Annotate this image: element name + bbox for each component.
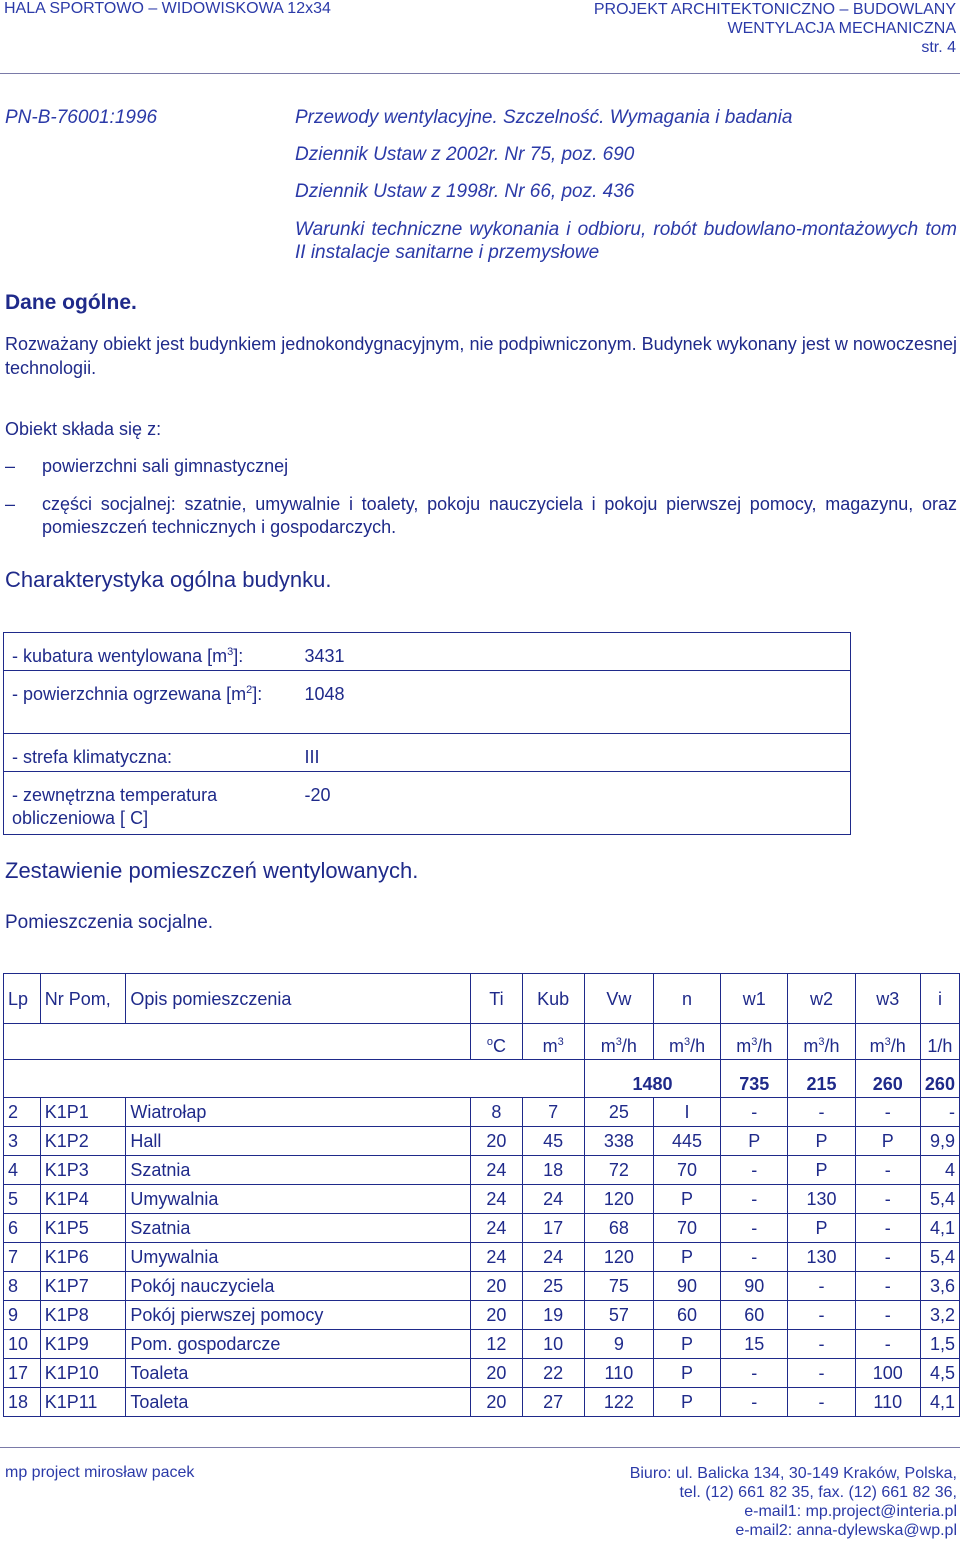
table-cell: - [855,1301,920,1330]
table-cell: 20 [471,1388,522,1417]
table-cell: Umywalnia [126,1185,471,1214]
section-heading-general: Dane ogólne. [5,291,137,314]
table-cell: 15 [721,1330,788,1359]
table-cell: 3431 [297,633,851,671]
table-cell: P [721,1127,788,1156]
table-cell: - zewnętrzna temperatura obliczeniowa [ C] [4,772,297,835]
header-cell: Opis pomieszczenia [126,974,471,1024]
sums-cell: 1480 [584,1060,720,1098]
table-cell: P [653,1330,720,1359]
table-cell: 12 [471,1330,522,1359]
table-cell: 68 [584,1214,653,1243]
table-cell: 338 [584,1127,653,1156]
sums-cell: 215 [788,1060,855,1098]
table-cell: - [721,1185,788,1214]
table-cell: - strefa klimatyczna: [4,734,297,772]
table-cell: - [788,1388,855,1417]
page-header [0,0,960,74]
units-cell: $m^3$ [522,1024,584,1060]
table-cell: 72 [584,1156,653,1185]
table-cell: 4,1 [920,1214,959,1243]
table-cell: 3 [4,1127,41,1156]
footer-address-line: Biuro: ul. Balicka 134, 30-149 Kraków, Polska, [629,1465,957,1482]
table-cell: 57 [584,1301,653,1330]
table-cell: 4,5 [920,1359,959,1388]
table-cell: K1P5 [40,1214,126,1243]
units-cell: $^o$C [471,1024,522,1060]
table-cell: 110 [855,1388,920,1417]
table-cell: K1P10 [40,1359,126,1388]
table-cell: 19 [522,1301,584,1330]
table-cell: -20 [297,772,851,835]
header-cell: i [920,974,959,1024]
section-subheading-social: Pomieszczenia socjalne. [5,912,214,933]
table-cell: - [788,1272,855,1301]
header-project-type: PROJEKT ARCHITEKTONICZNO – BUDOWLANY [593,1,956,18]
table-cell: - [855,1272,920,1301]
table-cell: - [788,1359,855,1388]
table-cell: - [788,1301,855,1330]
table-row [4,633,851,671]
table-cell: 24 [522,1185,584,1214]
table-row [4,1127,960,1156]
units-cell: $m^3/h$ [584,1024,653,1060]
list-item-text: części socjalnej: szatnie, umywalnie i toalety, pokoju nauczyciela i pokoju pierwszej pomocy, magazynu, oraz pomieszczeń technicznych i gospodarczych. [42,494,957,537]
units-cell: $m^3/h$ [788,1024,855,1060]
table-cell: - [721,1359,788,1388]
header-cell: Lp [4,974,41,1024]
table-cell: K1P3 [40,1156,126,1185]
table-cell: 110 [584,1359,653,1388]
table-cell: 90 [653,1272,720,1301]
table-cell: Umywalnia [126,1243,471,1272]
units-cell: $m^3/h$ [653,1024,720,1060]
table-row [4,1359,960,1388]
table-cell: 8 [471,1098,522,1127]
table-cell: K1P7 [40,1272,126,1301]
table-cell: 130 [788,1243,855,1272]
table-cell: K1P11 [40,1388,126,1417]
table-cell: K1P8 [40,1301,126,1330]
footer-email: e-mail1: mp.project@interia.pl [744,1503,957,1520]
table-cell: 60 [653,1301,720,1330]
norm-standard: PN-B-76001:1996 [5,107,158,128]
footer-address [630,1464,957,1540]
table-cell: 9,9 [920,1127,959,1156]
footer-email: e-mail2: anna-dylewska@wp.pl [735,1522,957,1539]
table-cell: 9 [4,1301,41,1330]
table-cell: III [297,734,851,772]
table-cell: 17 [522,1214,584,1243]
norm-line: Przewody wentylacyjne. Szczelność. Wymagania i badania [295,107,793,128]
header-cell: Ti [471,974,522,1024]
table-row [4,1156,960,1185]
sums-cell: 735 [721,1060,788,1098]
table-cell: - [721,1243,788,1272]
table-cell: 45 [522,1127,584,1156]
table-cell: - kubatura wentylowana $[m^3]$: [4,633,297,671]
header-cell: w3 [855,974,920,1024]
table-cell: 24 [471,1185,522,1214]
table-cell: 5,4 [920,1243,959,1272]
table-cell: K1P6 [40,1243,126,1272]
table-cell: - [920,1098,959,1127]
table-cell: 75 [584,1272,653,1301]
sums-cell [4,1060,585,1098]
table-cell: 122 [584,1388,653,1417]
table-cell: 5 [4,1185,41,1214]
table-cell: 4 [4,1156,41,1185]
units-cell: $m^3/h$ [721,1024,788,1060]
sums-cell: 260 [920,1060,959,1098]
table-cell: 20 [471,1127,522,1156]
table-cell: P [653,1185,720,1214]
general-paragraph: Rozważany obiekt jest budynkiem jednokondygnacyjnym, nie podpiwniczonym. Budynek wykonany jest w nowoczesnej technologii. [5,334,957,378]
table-row [4,772,851,835]
table-units-row [4,1024,960,1060]
table-cell: - [855,1185,920,1214]
table-cell: 1,5 [920,1330,959,1359]
table-row [4,1098,960,1127]
table-cell: - [721,1098,788,1127]
norm-line: Warunki techniczne wykonania i odbioru, robót budowlano-montażowych tom II instalacje sanitarne i przemysłowe [295,219,957,263]
table-cell: I [653,1098,720,1127]
table-cell: 70 [653,1214,720,1243]
table-cell: Toaleta [126,1359,471,1388]
table-cell: 22 [522,1359,584,1388]
table-cell: 24 [522,1243,584,1272]
table-cell: 25 [584,1098,653,1127]
list-item-text: powierzchni sali gimnastycznej [42,456,289,476]
bullet-dash: – [5,456,16,476]
table-cell: - powierzchnia ogrzewana $[m^2]$: [4,671,297,734]
table-cell: P [855,1127,920,1156]
table-cell: 20 [471,1272,522,1301]
table-cell: - [855,1156,920,1185]
table-cell: 3,6 [920,1272,959,1301]
page-footer [0,1447,960,1548]
table-cell: Szatnia [126,1214,471,1243]
table-cell: 7 [522,1098,584,1127]
table-row [4,1330,960,1359]
table-cell: K1P9 [40,1330,126,1359]
units-cell: $m^3/h$ [855,1024,920,1060]
table-cell: 18 [522,1156,584,1185]
sums-cell: 260 [855,1060,920,1098]
table-cell: 20 [471,1359,522,1388]
table-cell: 3,2 [920,1301,959,1330]
table-row [4,1301,960,1330]
table-cell: - [788,1098,855,1127]
table-cell: 17 [4,1359,41,1388]
header-cell: Vw [584,974,653,1024]
table-cell: Hall [126,1127,471,1156]
table-row [4,1272,960,1301]
table-cell: - [855,1098,920,1127]
table-cell: Toaleta [126,1388,471,1417]
table-cell: Pokój nauczyciela [126,1272,471,1301]
table-cell: - [721,1214,788,1243]
rooms-table [3,973,960,1417]
header-cell: w2 [788,974,855,1024]
table-cell: P [653,1388,720,1417]
norm-line: Dziennik Ustaw z 1998r. Nr 66, poz. 436 [295,181,635,202]
consists-label: Obiekt składa się z: [5,419,162,439]
header-right [594,0,956,57]
header-cell: Nr Pom, [40,974,126,1024]
table-cell: K1P1 [40,1098,126,1127]
header-cell: w1 [721,974,788,1024]
table-row [4,671,851,734]
table-cell: 120 [584,1185,653,1214]
table-cell: 1048 [297,671,851,734]
table-cell: K1P4 [40,1185,126,1214]
table-cell: 60 [721,1301,788,1330]
table-cell: 120 [584,1243,653,1272]
table-cell: 9 [584,1330,653,1359]
units-cell: 1/h [920,1024,959,1060]
table-cell: P [788,1214,855,1243]
table-cell: 8 [4,1272,41,1301]
list-item [5,493,957,543]
table-row [4,1214,960,1243]
table-cell: 10 [522,1330,584,1359]
table-sums-row [4,1060,960,1098]
table-row [4,1243,960,1272]
table-cell: 24 [471,1214,522,1243]
rooms-table-body [4,1098,960,1417]
table-cell: 90 [721,1272,788,1301]
table-cell: 27 [522,1388,584,1417]
section-heading-characteristics: Charakterystyka ogólna budynku. [5,567,332,592]
table-cell: K1P2 [40,1127,126,1156]
table-cell: - [721,1388,788,1417]
header-cell: Kub [522,974,584,1024]
table-cell: 24 [471,1243,522,1272]
table-cell: 7 [4,1243,41,1272]
table-cell: 2 [4,1098,41,1127]
table-cell: 20 [471,1301,522,1330]
table-cell: Pom. gospodarcze [126,1330,471,1359]
table-cell: 4,1 [920,1388,959,1417]
table-cell: 25 [522,1272,584,1301]
table-header-row [4,974,960,1024]
bullet-dash: – [5,494,16,514]
characteristics-table [3,632,851,835]
header-project-name: HALA SPORTOWO – WIDOWISKOWA 12x34 [4,0,331,17]
page-number: str. 4 [921,39,956,56]
header-discipline: WENTYLACJA MECHANICZNA [727,20,956,37]
table-cell: - [855,1214,920,1243]
table-cell: - [788,1330,855,1359]
table-cell: Wiatrołap [126,1098,471,1127]
table-cell: 10 [4,1330,41,1359]
table-cell: P [653,1359,720,1388]
table-cell: 18 [4,1388,41,1417]
table-cell: 130 [788,1185,855,1214]
table-cell: 5,4 [920,1185,959,1214]
table-cell: - [855,1243,920,1272]
table-cell: 100 [855,1359,920,1388]
table-row [4,1185,960,1214]
table-cell: Szatnia [126,1156,471,1185]
footer-company: mp project mirosław pacek [5,1464,195,1481]
table-cell: - [721,1156,788,1185]
table-cell: 24 [471,1156,522,1185]
norm-references [295,107,957,263]
table-cell: 445 [653,1127,720,1156]
header-cell: n [653,974,720,1024]
units-cell [4,1024,471,1060]
footer-address-line: tel. (12) 661 82 35, fax. (12) 661 82 36, [679,1484,957,1501]
table-cell: P [788,1127,855,1156]
table-cell: Pokój pierwszej pomocy [126,1301,471,1330]
table-cell: P [788,1156,855,1185]
table-row [4,734,851,772]
section-heading-rooms: Zestawienie pomieszczeń wentylowanych. [5,858,419,883]
table-cell: 4 [920,1156,959,1185]
norm-line: Dziennik Ustaw z 2002r. Nr 75, poz. 690 [295,144,635,165]
table-cell: 6 [4,1214,41,1243]
table-cell: 70 [653,1156,720,1185]
table-row [4,1388,960,1417]
table-cell: - [855,1330,920,1359]
table-cell: P [653,1243,720,1272]
